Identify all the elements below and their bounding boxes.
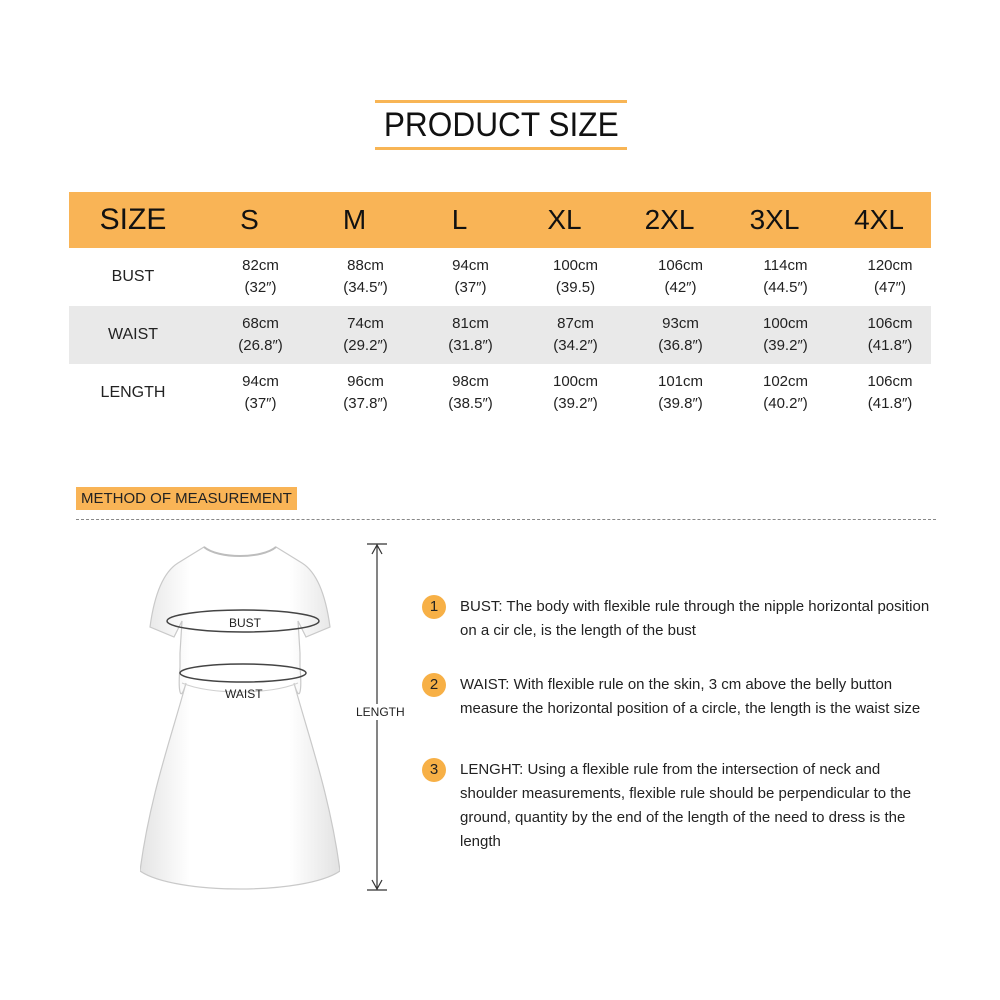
table-cell: 106cm (41.8″) [867, 373, 913, 412]
size-table [69, 192, 931, 422]
table-cell: 88cm (34.5″) [343, 257, 388, 296]
table-cell: 102cm (40.2″) [762, 373, 809, 412]
note-text: WAIST: With flexible rule on the skin, 3 cm above the belly button measure the horizontal position of a circle, the length is the waist size [460, 676, 921, 717]
table-header-row [69, 192, 931, 248]
table-cell: 106cm (42″) [657, 257, 704, 296]
table-cell: 68cm (26.8″) [238, 315, 283, 354]
table-row-waist [69, 306, 931, 364]
size-col-header: 2XL [644, 204, 695, 235]
table-row-length [69, 364, 931, 422]
page-title: PRODUCT SIZE [383, 105, 619, 144]
row-label: LENGTH [100, 384, 166, 401]
size-col-header: 3XL [749, 204, 800, 235]
table-cell: 74cm (29.2″) [343, 315, 388, 354]
size-header: SIZE [99, 203, 167, 236]
step-badge: 2 [422, 673, 446, 697]
table-cell: 82cm (32″) [242, 257, 279, 296]
dress-illustration [140, 535, 340, 900]
bust-diagram-label: BUST [229, 616, 262, 630]
section-divider [76, 519, 936, 520]
table-cell: 100cm (39.2″) [762, 315, 809, 354]
table-cell: 93cm (36.8″) [658, 315, 703, 354]
table-cell: 96cm (37.8″) [343, 373, 388, 412]
waist-diagram-label: WAIST [225, 687, 263, 701]
size-col-header: M [342, 204, 367, 235]
note-text: BUST: The body with flexible rule through the nipple horizontal position on a cir cle, is the length of the bust [460, 598, 930, 639]
title-banner [375, 100, 627, 150]
table-cell: 114cm (44.5″) [763, 257, 808, 296]
size-col-header: 4XL [854, 204, 904, 235]
table-cell: 81cm (31.8″) [448, 315, 493, 354]
table-cell: 100cm (39.2″) [552, 373, 599, 412]
table-cell: 106cm (41.8″) [867, 315, 913, 354]
table-row-bust [69, 248, 931, 306]
method-heading: METHOD OF MEASUREMENT [76, 487, 297, 510]
row-label: BUST [111, 268, 155, 285]
table-cell: 100cm (39.5) [552, 257, 599, 296]
table-cell: 120cm (47″) [867, 257, 913, 296]
table-cell: 98cm (38.5″) [448, 373, 493, 412]
table-cell: 101cm (39.8″) [657, 373, 704, 412]
step-badge: 3 [422, 758, 446, 782]
size-col-header: S [240, 204, 259, 235]
table-cell: 94cm (37″) [452, 257, 489, 296]
step-badge: 1 [422, 595, 446, 619]
length-diagram-label: LENGTH [356, 705, 405, 719]
dress-shape [140, 547, 340, 889]
size-col-header: L [451, 204, 468, 235]
row-label: WAIST [107, 326, 159, 343]
size-col-header: XL [547, 204, 582, 235]
table-cell: 87cm (34.2″) [553, 315, 598, 354]
table-cell: 94cm (37″) [242, 373, 279, 412]
note-text: LENGHT: Using a flexible rule from the intersection of neck and shoulder measurements, flexible rule should be perpendicular to the ground, quantity by the end of the length of the need to dress is the length [460, 761, 912, 850]
